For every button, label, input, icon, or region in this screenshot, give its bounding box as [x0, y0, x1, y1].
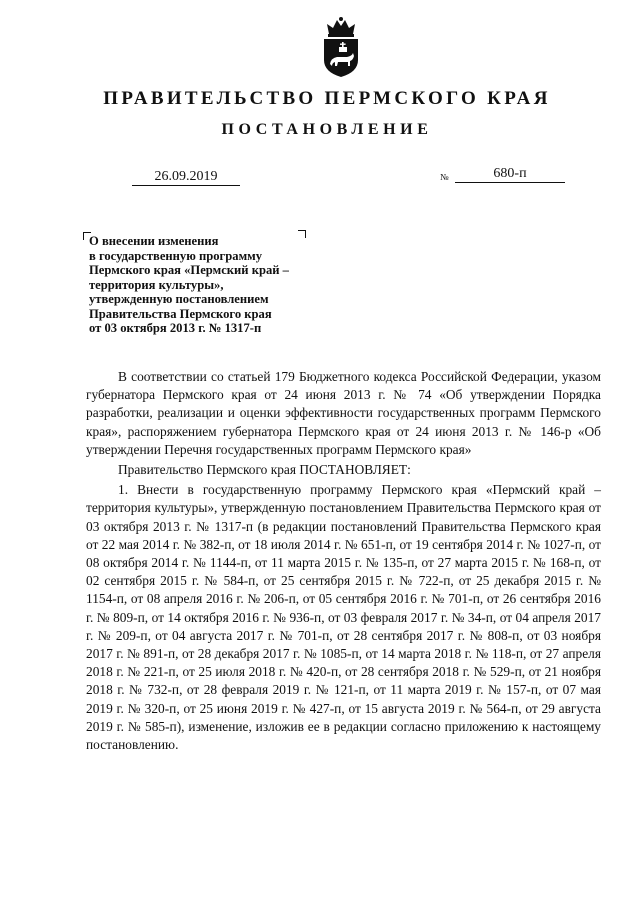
number-sign: №: [440, 172, 449, 182]
document-date: 26.09.2019: [132, 169, 240, 186]
subject-line: территория культуры»,: [89, 277, 224, 292]
subject-line: О внесении изменения: [89, 234, 219, 248]
subject-line: от 03 октября 2013 г. № 1317-п: [89, 321, 262, 335]
document-body: [86, 368, 601, 754]
government-title: ПРАВИТЕЛЬСТВО ПЕРМСКОГО КРАЯ: [103, 88, 551, 109]
document-type: ПОСТАНОВЛЕНИЕ: [221, 121, 433, 138]
subject-line: Правительства Пермского края: [89, 306, 272, 321]
document-number: 680-п: [455, 166, 565, 183]
item-1-paragraph: 1. Внести в государственную программу Пермского края «Пермский край – территория культуры», утвержденную постановлением Правительства Пермского края от 03 октября 2013 г. № 1317-п (в редакции постановлений Правительства Пермского края от 22 мая 2014 г. № 382-п, от 18 июля 2014 г. № 651-п, от 19 сентября 2014 г. № 1027-п, от 08 октября 2014 г. № 1144-п, от 11 марта 2015 г. № 135-п, от 27 марта 2015 г. № 168-п, от 02 сентября 2015 г. № 584-п, от 25 сентября 2015 г. № 722-п, от 25 декабря 2015 г. № 1154-п, от 08 апреля 2016 г. № 206-п, от 05 сентября 2016 г. № 701-п, от 26 сентября 2016 г. № 809-п, от 14 октября 2016 г. № 936-п, от 03 февраля 2017 г. № 34-п, от 04 апреля 2017 г. № 209-п, от 04 августа 2017 г. № 701-п, от 28 сентября 2017 г. № 808-п, от 03 ноября 2017 г. № 891-п, от 28 декабря 2017 г. № 1085-п, от 14 марта 2018 г. № 118-п, от 27 апреля 2018 г. № 221-п, от 25 июля 2018 г. № 420-п, от 28 сентября 2018 г. № 529-п, от 21 ноября 2018 г. № 732-п, от 28 февраля 2019 г. № 121-п, от 11 марта 2019 г. № 157-п, от 07 мая 2019 г. № 320-п, от 25 июня 2019 г. № 427-п, от 15 августа 2019 г. № 564-п, от 29 августа 2019 г. № 585-п), изменение, изложив ее в редакции согласно приложению к настоящему постановлению.: [86, 482, 601, 753]
subject-line: Пермского края «Пермский край –: [89, 263, 289, 277]
document-subject: [89, 234, 379, 336]
coat-of-arms-icon: [321, 16, 361, 78]
subject-line: утвержденную постановлением: [89, 292, 269, 306]
subject-line: в государственную программу: [89, 248, 263, 263]
resolution-paragraph: Правительство Пермского края ПОСТАНОВЛЯЕТ:: [118, 462, 411, 478]
preamble-paragraph: В соответствии со статьей 179 Бюджетного кодекса Российской Федерации, указом губернатора Пермского края от 24 июня 2013 г. № 74 «Об утверждении Порядка разработки, реализации и оценки эффективности государственных программ Пермского края», распоряжением губернатора Пермского края от 24 июня 2013 г. № 146-р «Об утверждении Перечня государственных программ Пермского края»: [86, 369, 601, 457]
